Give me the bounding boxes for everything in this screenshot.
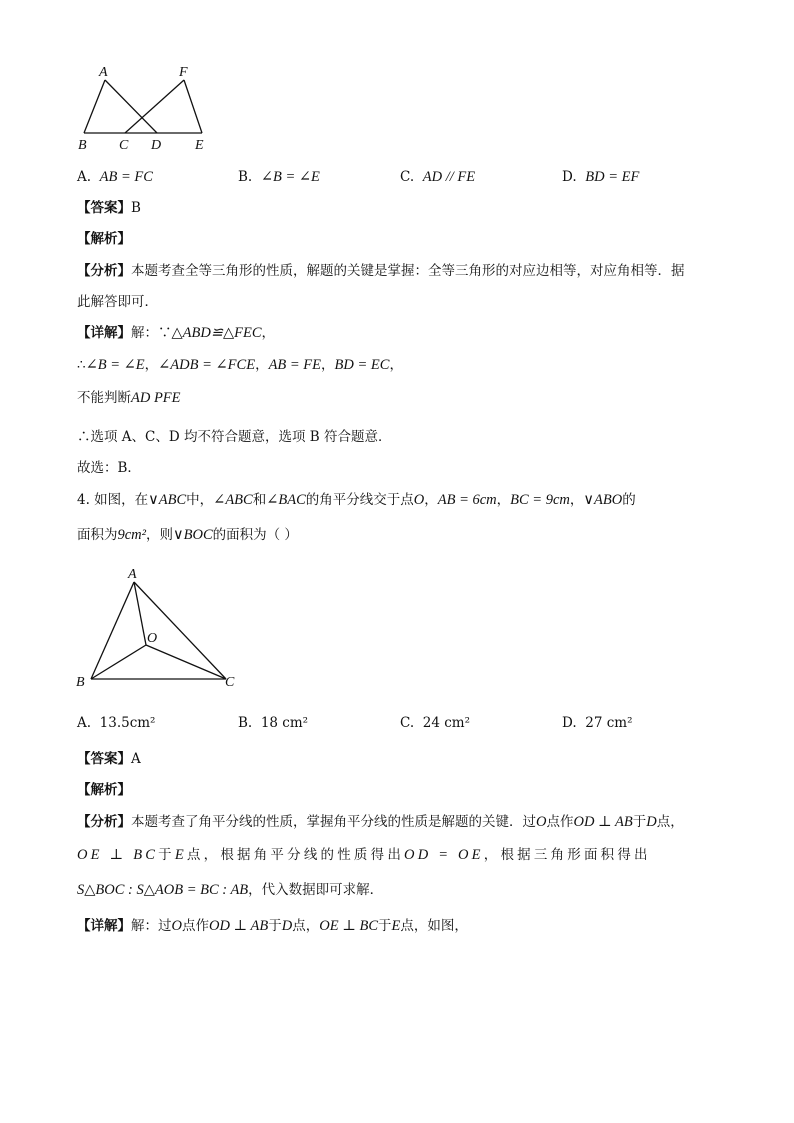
q4-fenxi-line2: OE ⊥ BC于E点，根据角平分线的性质得出OD = OE，根据三角形面积得出	[77, 847, 651, 863]
q4-option-b[interactable]: B. 18 cm²	[238, 715, 309, 731]
q3-detail-line5: 故选：B．	[77, 460, 141, 476]
label-b: B	[76, 675, 85, 690]
q4-option-d[interactable]: D. 27 cm²	[562, 715, 633, 731]
q3-option-b[interactable]: B. ∠B = ∠E	[238, 169, 320, 185]
q3-option-c[interactable]: C. AD // FE	[400, 169, 476, 185]
q3-option-a[interactable]: A. AB = FC	[77, 169, 153, 185]
q3-analysis-heading: 【解析】	[77, 231, 131, 247]
q3-answer: 【答案】B	[77, 200, 141, 216]
q3-fenxi-line2: 此解答即可．	[77, 294, 158, 310]
segment-cf	[125, 80, 184, 133]
segment-ab	[91, 582, 134, 679]
segment-ao	[134, 582, 146, 645]
label-f: F	[179, 65, 188, 80]
q3-detail-line3: 不能判断AD PFE	[77, 390, 181, 406]
segment-ad	[105, 80, 157, 133]
label-b: B	[78, 138, 87, 153]
label-c: C	[119, 138, 129, 153]
segment-bo	[91, 645, 146, 679]
q3-detail-line1: 【详解】解：∵△ABD≌△FEC，	[77, 325, 276, 341]
q3-detail-line2: ∴∠B = ∠E，∠ADB = ∠FCE，AB = FE，BD = EC，	[77, 357, 403, 373]
label-a: A	[128, 567, 137, 582]
q3-option-d[interactable]: D. BD = EF	[562, 169, 640, 185]
q4-stem-line1: 4. 如图，在∨ABC中，∠ABC和∠BAC的角平分线交于点O，AB = 6cm，BC = 9cm，∨ABO的	[77, 492, 636, 508]
label-e: E	[195, 138, 204, 153]
q4-answer: 【答案】A	[77, 751, 141, 767]
q4-stem-line2: 面积为9cm²，则∨BOC的面积为（ ）	[77, 527, 298, 543]
segment-co	[146, 645, 226, 679]
q3-fenxi-line1: 【分析】本题考查全等三角形的性质，解题的关键是掌握：全等三角形的对应边相等，对应角相等．据	[77, 263, 685, 279]
q3-figure	[70, 58, 230, 158]
q3-detail-line4: ∴选项 A、C、D 均不符合题意，选项 B 符合题意．	[77, 429, 392, 445]
q4-detail-line1: 【详解】解：过O点作OD ⊥ AB于D点，OE ⊥ BC于E点，如图，	[77, 918, 468, 934]
q4-analysis-heading: 【解析】	[77, 782, 131, 798]
label-a: A	[99, 65, 108, 80]
q4-fenxi-line1: 【分析】本题考查了角平分线的性质，掌握角平分线的性质是解题的关键．过O点作OD ⊥ AB于D点，	[77, 814, 684, 830]
q4-fenxi-line3: S△BOC : S△AOB = BC : AB，代入数据即可求解．	[77, 882, 384, 898]
label-d: D	[151, 138, 162, 153]
segment-ab	[84, 80, 105, 133]
q4-figure	[70, 562, 250, 692]
q4-option-a[interactable]: A. 13.5cm²	[77, 715, 156, 731]
label-c: C	[225, 675, 235, 690]
q4-option-c[interactable]: C. 24 cm²	[400, 715, 470, 731]
segment-fe	[184, 80, 202, 133]
label-o: O	[147, 631, 158, 646]
